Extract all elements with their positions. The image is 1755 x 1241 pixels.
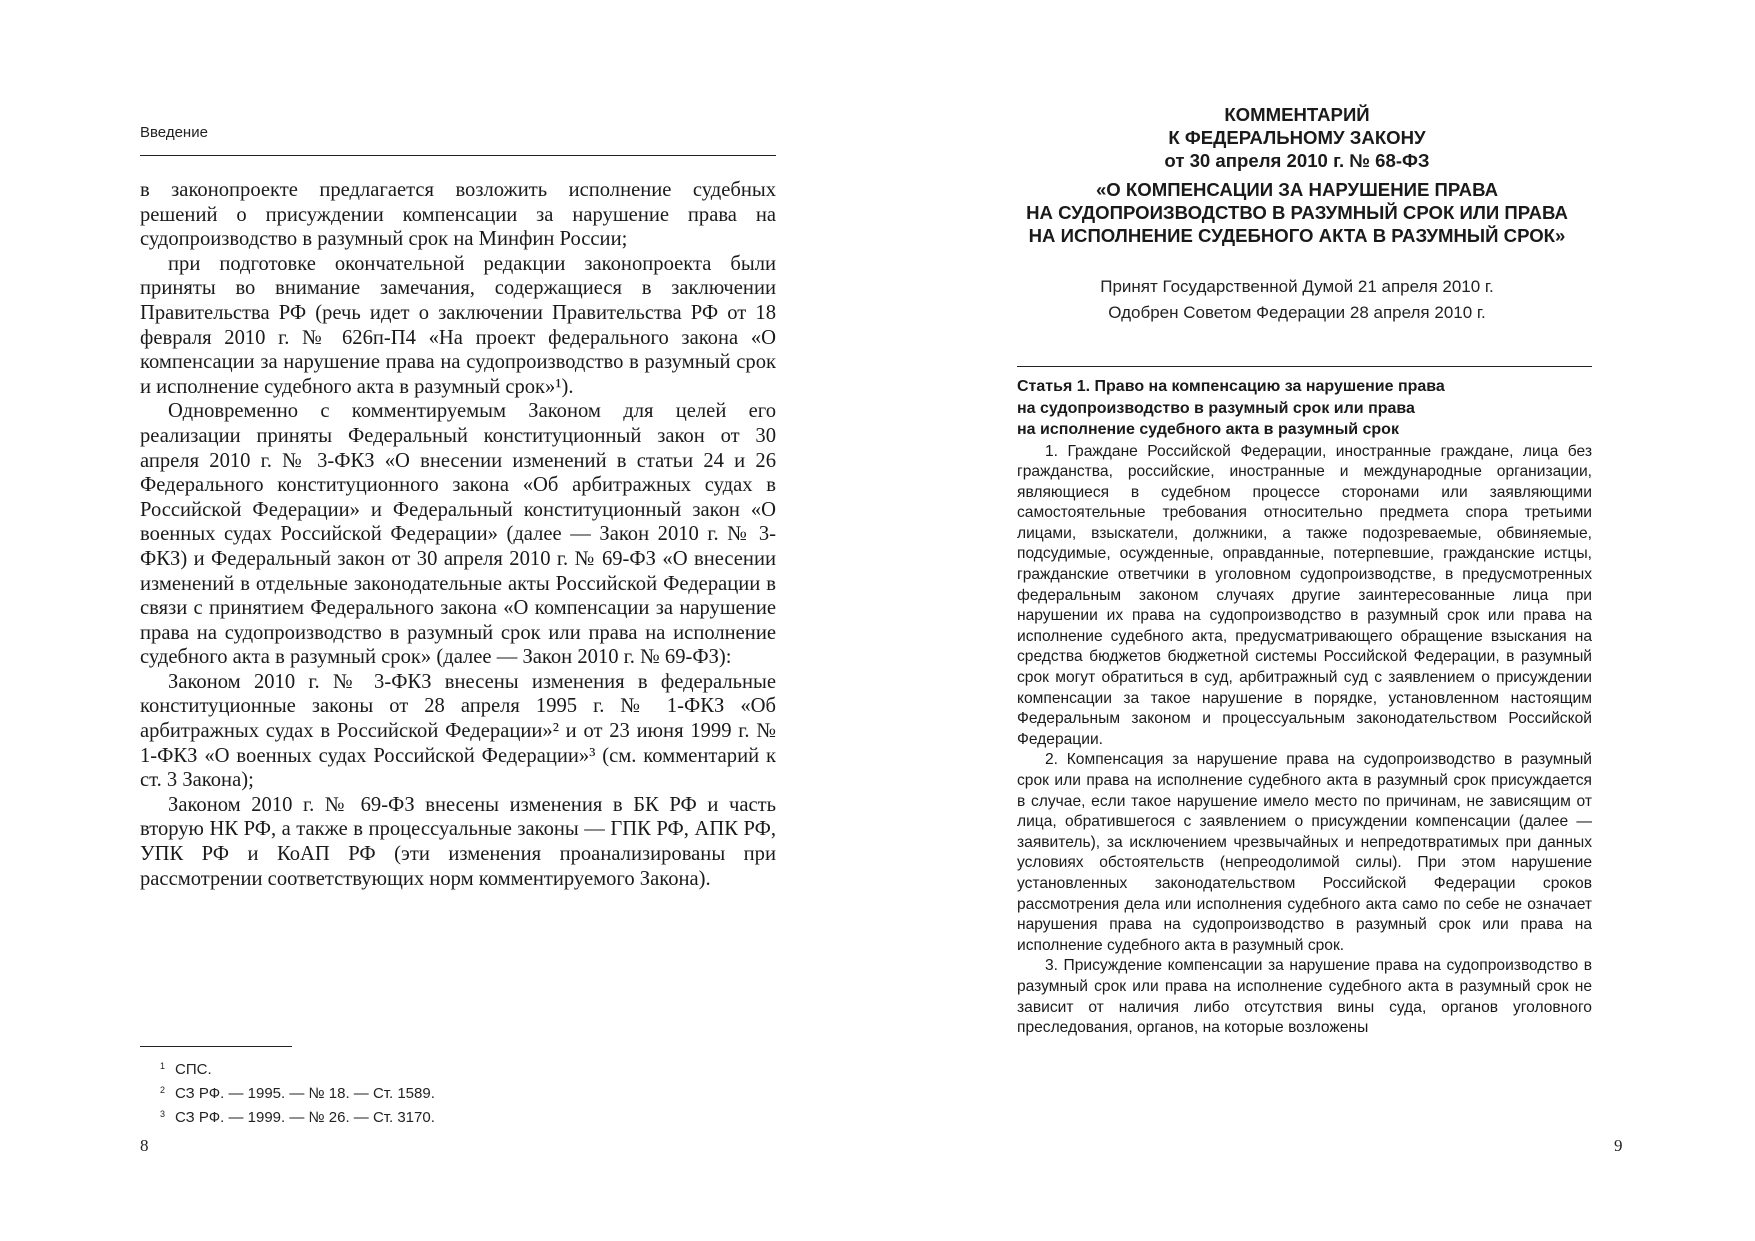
footnote-text: СЗ РФ. — 1999. — № 26. — Ст. 3170. bbox=[175, 1109, 435, 1126]
body-paragraph: Законом 2010 г. № 69-ФЗ внесены изменения в БК РФ и часть вторую НК РФ, а также в процессуальные законы — ГПК РФ, АПК РФ, УПК РФ и КоАП РФ (эти изменения проанализированы при рассмотрении соответствующих норм комментируемого Закона). bbox=[140, 793, 776, 890]
article-paragraph: 3. Присуждение компенсации за нарушение права на судопроизводство в разумный срок или права на исполнение судебного акта в разумный срок не зависит от наличия либо отсутствия вины суда, органов уголовного преследования, органов, на которые возложены bbox=[1017, 957, 1592, 1037]
body-paragraph: Одновременно с комментируемым Законом для целей его реализации приняты Федеральный конституционный закон от 30 апреля 2010 г. № 3-ФКЗ «О внесении изменений в статьи 24 и 26 Федерального конституционного закона «Об арбитражных судах в Российской Федерации» и Федеральный конституционный закон «О военных судах Российской Федерации» (далее — Закон 2010 г. № 3-ФКЗ) и Федеральный закон от 30 апреля 2010 г. № 69-ФЗ «О внесении изменений в отдельные законодательные акты Российской Федерации в связи с принятием Федерального закона «О компенсации за нарушение права на судопроизводство в разумный срок или права на исполнение судебного акта в разумный срок» (далее — Закон 2010 г. № 69-ФЗ): bbox=[140, 400, 776, 669]
adoption-line: Принят Государственной Думой 21 апреля 2010 г. bbox=[1100, 277, 1494, 296]
title-part-1 bbox=[977, 103, 1617, 172]
article-heading-line: Статья 1. Право на компенсацию за нарушение права bbox=[1017, 378, 1445, 395]
footnote bbox=[160, 1056, 435, 1080]
adoption-info bbox=[977, 274, 1617, 326]
footnote bbox=[160, 1104, 435, 1128]
title-line: КОММЕНТАРИЙ bbox=[1224, 104, 1370, 125]
footnotes bbox=[160, 1056, 435, 1128]
left-page-body bbox=[140, 178, 776, 891]
article-heading bbox=[1017, 376, 1592, 441]
footnote-text: СПС. bbox=[175, 1061, 212, 1078]
article-paragraph: 1. Граждане Российской Федерации, иностранные граждане, лица без гражданства, российские, иностранные и международные организации, являющиеся в судебном процессе сторонами или заявляющими самостоятельные требования относительно предмета спора третьими лицами, взыскатели, должники, а также подозреваемые, обвиняемые, подсудимые, осужденные, оправданные, потерпевшие, гражданские истцы, гражданские ответчики в уголовном судопроизводстве, в предусмотренных федеральным законом случаях другие заинтересованные лица при нарушении их права на судопроизводство в разумный срок или права на исполнение судебного акта, предусматривающего обращение взыскания на средства бюджетов бюджетной системы Российской Федерации, в разумный срок могут обратиться в суд, арбитражный суд с заявлением о присуждении компенсации за такое нарушение в порядке, установленном настоящим Федеральным законом и процессуальным законодательством Российской Федерации. bbox=[1017, 442, 1592, 748]
title-line: «О КОМПЕНСАЦИИ ЗА НАРУШЕНИЕ ПРАВА bbox=[1095, 179, 1499, 200]
article-rule bbox=[1017, 366, 1592, 367]
title-line: НА ИСПОЛНЕНИЕ СУДЕБНОГО АКТА В РАЗУМНЫЙ СРОК» bbox=[1028, 225, 1566, 246]
article-heading-line: на судопроизводство в разумный срок или права bbox=[1017, 399, 1415, 417]
body-paragraph: в законопроекте предлагается возложить исполнение судебных решений о присуждении компенсации за нарушение права на судопроизводство в разумный срок на Минфин России; bbox=[140, 179, 776, 251]
left-page bbox=[0, 0, 877, 1241]
page-number-right: 9 bbox=[1614, 1136, 1623, 1155]
footnote bbox=[160, 1080, 435, 1104]
title-line: от 30 апреля 2010 г. № 68-ФЗ bbox=[1164, 150, 1430, 171]
right-page bbox=[877, 0, 1755, 1241]
title-line: К ФЕДЕРАЛЬНОМУ ЗАКОНУ bbox=[1168, 127, 1426, 148]
footnote-text: СЗ РФ. — 1995. — № 18. — Ст. 1589. bbox=[175, 1085, 435, 1102]
title-part-2 bbox=[977, 178, 1617, 247]
page-number-left: 8 bbox=[140, 1136, 149, 1155]
body-paragraph: при подготовке окончательной редакции законопроекта были приняты во внимание замечания, содержащиеся в заключении Правительства РФ (речь идет о заключении Правительства РФ от 18 февраля 2010 г. № 626п-П4 «На проект федерального закона «О компенсации за нарушение права на судопроизводство в разумный срок и исполнение судебного акта в разумный срок»¹). bbox=[140, 252, 776, 398]
body-paragraph: Законом 2010 г. № 3-ФКЗ внесены изменения в федеральные конституционные законы от 28 апреля 1995 г. № 1-ФКЗ «Об арбитражных судах в Российской Федерации»² и от 23 июня 1999 г. № 1-ФКЗ «О военных судах Российской Федерации»³ (см. комментарий к ст. 3 Закона); bbox=[140, 670, 776, 792]
article-1 bbox=[1017, 376, 1592, 1039]
running-head: Введение bbox=[140, 124, 208, 141]
document-title bbox=[977, 103, 1617, 247]
footnote-rule bbox=[140, 1046, 292, 1047]
footnote-mark: 2 bbox=[160, 1085, 166, 1095]
article-paragraph: 2. Компенсация за нарушение права на судопроизводство в разумный срок или права на исполнение судебного акта в разумный срок присуждается в случае, если такое нарушение имело место по причинам, не зависящим от лица, обратившегося с заявлением о присуждении компенсации (далее — заявитель), за исключением чрезвычайных и непредотвратимых при данных условиях обстоятельств (непреодолимой силы). При этом нарушение установленных законодательством Российской Федерации сроков рассмотрения дела или исполнения судебного акта само по себе не означает нарушения права на судопроизводство в разумный срок или права на исполнение судебного акта в разумный срок. bbox=[1017, 751, 1592, 954]
article-heading-line: на исполнение судебного акта в разумный срок bbox=[1017, 421, 1399, 438]
title-line: НА СУДОПРОИЗВОДСТВО В РАЗУМНЫЙ СРОК ИЛИ ПРАВА bbox=[1026, 202, 1568, 223]
footnote-mark: 1 bbox=[160, 1061, 166, 1071]
header-rule bbox=[140, 155, 776, 156]
footnote-mark: 3 bbox=[160, 1109, 166, 1119]
adoption-line: Одобрен Советом Федерации 28 апреля 2010 г. bbox=[1108, 303, 1486, 322]
